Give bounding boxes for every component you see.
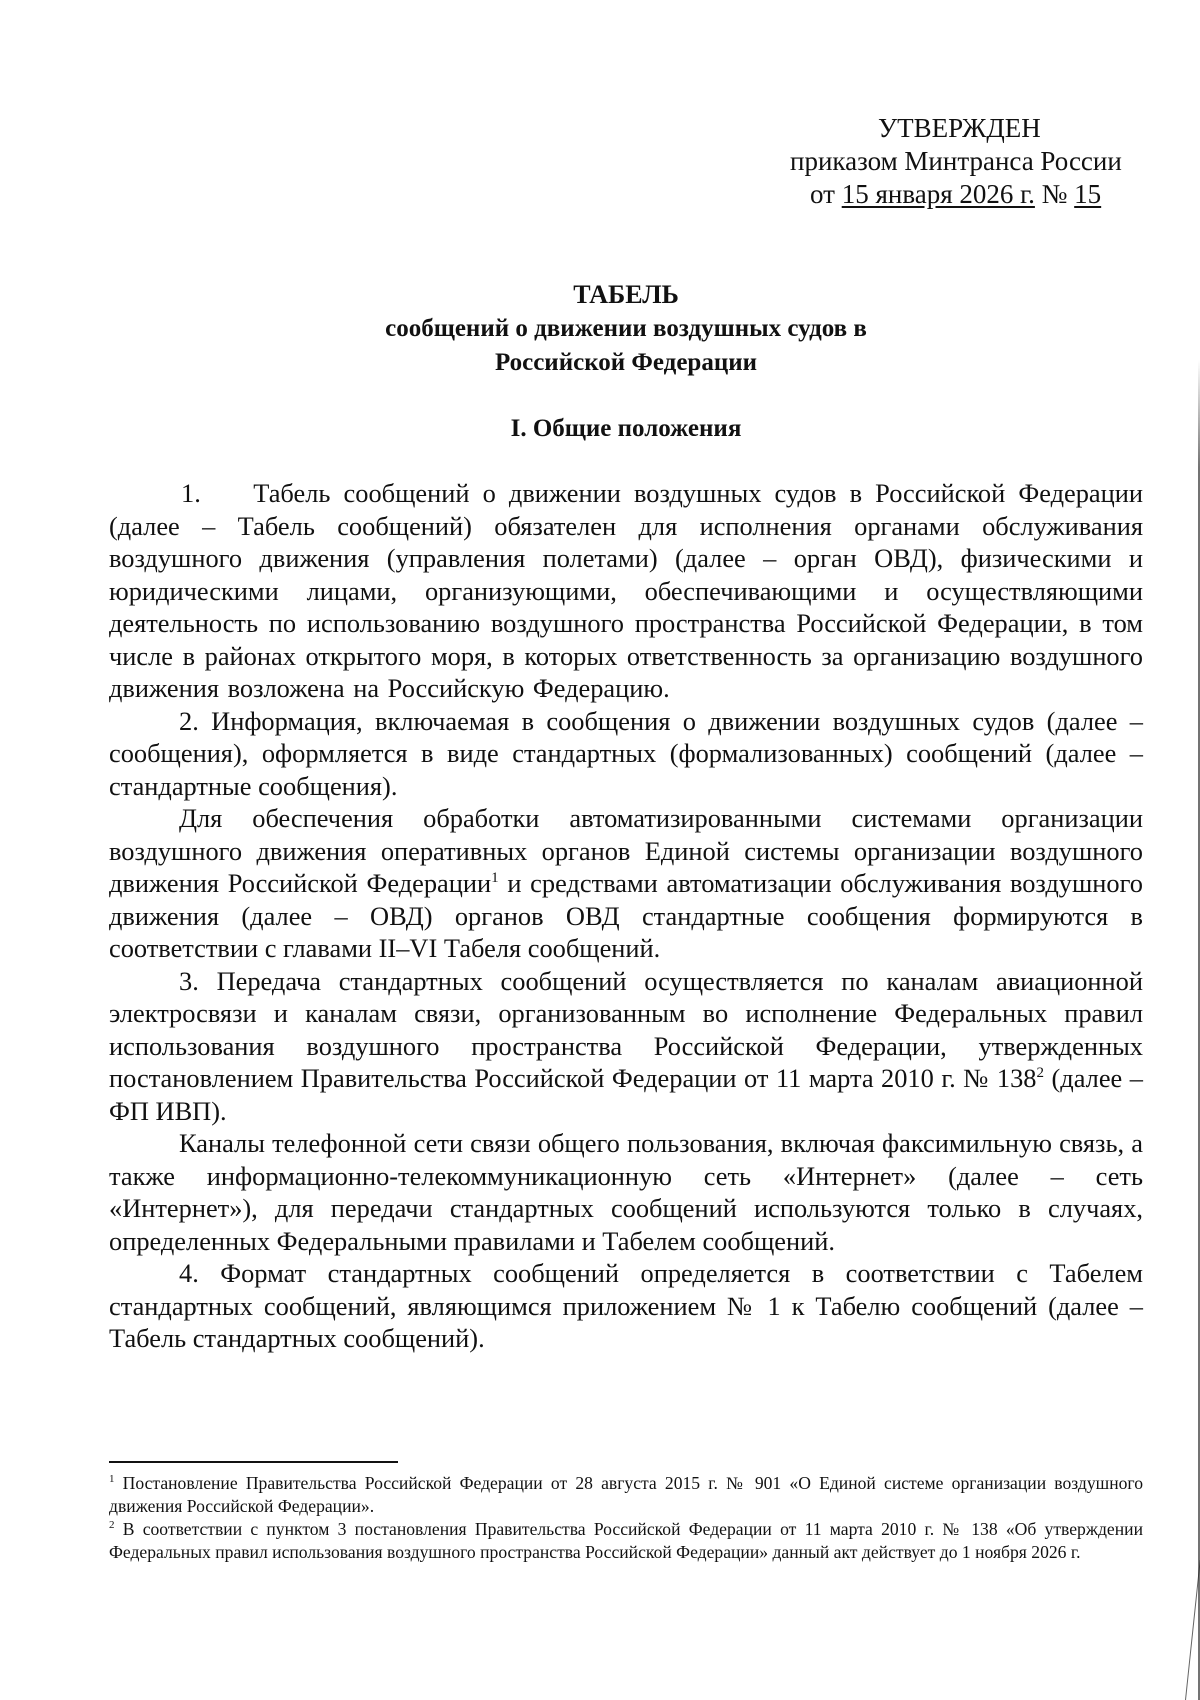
paragraph-4-text-b: (далее – ФП ИВП).: [109, 1063, 1143, 1126]
approval-stamp-block: [700, 112, 1140, 211]
footnote-1-mark: 1: [109, 1473, 115, 1486]
document-title-line-2: сообщений о движении воздушных судов в: [385, 315, 867, 342]
paragraph-2: 2. Информация, включаемая в сообщения о движении воздушных судов (далее – сообщения), оформляется в виде стандартных (формализованных) сообщений (далее – стандартные сообщения).: [109, 705, 1143, 801]
footnotes: [109, 1472, 1143, 1564]
approval-date: 15 января 2026 г.: [841, 179, 1035, 209]
paragraph-3-text-b: и средствами автоматизации обслуживания воздушного движения (далее – ОВД) органов ОВД стандартные сообщения формируются в соответствии с главами II–VI Табеля сообщений.: [109, 868, 1143, 963]
approval-title: УТВЕРЖДЕН: [878, 113, 1041, 143]
paragraph-5: Каналы телефонной сети связи общего пользования, включая факсимильную связь, а также информационно-телекоммуникационную сеть «Интернет» (далее – сеть «Интернет»), для передачи стандартных сообщений используются только в случаях, определенных Федеральными правилами и Табелем сообщений.: [109, 1128, 1143, 1256]
approval-date-line: [700, 178, 1140, 211]
approval-number-prefix: №: [1034, 179, 1075, 209]
document-title-line-1: ТАБЕЛЬ: [573, 280, 679, 309]
footnote-2-text: В соответствии с пунктом 3 постановления Правительства Российской Федерации от 11 марта 2010 г. № 138 «Об утверждении Федеральных правил использования воздушного пространства Российской Федерации» данный акт действует до 1 ноября 2026 г.: [109, 1519, 1143, 1562]
footnote-2-mark: 2: [109, 1519, 115, 1532]
document-title: [100, 278, 1152, 380]
approval-number: 15: [1074, 179, 1102, 209]
footnote-ref-2: 2: [1036, 1065, 1044, 1082]
document-title-line-3: Российской Федерации: [494, 349, 758, 376]
scan-corner-fold: [1185, 1560, 1200, 1700]
footnote-separator: [109, 1461, 398, 1463]
footnote-1: [109, 1472, 1143, 1518]
approval-date-prefix: от: [810, 179, 842, 209]
paragraph-3-text-a: Для обеспечения обработки автоматизированными системами организации воздушного движения оперативных органов Единой системы организации воздушного движения Российской Федерации: [109, 803, 1143, 898]
paragraph-4-text-a: 3. Передача стандартных сообщений осуществляется по каналам авиационной электросвязи и каналам связи, организованным во исполнение Федеральных правил использования воздушного пространства Российской Федерации, утвержденных постановлением Правительства Российской Федерации от 11 марта 2010 г. № 138: [109, 965, 1143, 1093]
footnote-ref-1: 1: [491, 870, 499, 887]
footnote-2: [109, 1518, 1143, 1564]
footnote-1-text: Постановление Правительства Российской Федерации от 28 августа 2015 г. № 901 «О Единой системе организации воздушного движения Российской Федерации».: [109, 1473, 1143, 1516]
section-heading: I. Общие положения: [510, 415, 742, 442]
paragraph-3: [109, 802, 1143, 965]
paragraph-6: 4. Формат стандартных сообщений определяется в соответствии с Табелем стандартных сообщений, являющимся приложением № 1 к Табелю сообщений (далее – Табель стандартных сообщений).: [109, 1258, 1143, 1353]
document-body: [109, 477, 1143, 1355]
approval-authority: приказом Минтранса России: [790, 146, 1122, 176]
paragraph-1: 1. Табель сообщений о движении воздушных судов в Российской Федерации (далее – Табель сообщений) обязателен для исполнения органами обслуживания воздушного движения (управления полетами) (далее – орган ОВД), физическими и юридическими лицами, организующими, обеспечивающими и осуществляющими деятельность по использованию воздушного пространства Российской Федерации, в том числе в районах открытого моря, в которых ответственность за организацию воздушного движения возложена на Российскую Федерацию.: [109, 478, 1143, 703]
paragraph-4: [109, 965, 1143, 1128]
